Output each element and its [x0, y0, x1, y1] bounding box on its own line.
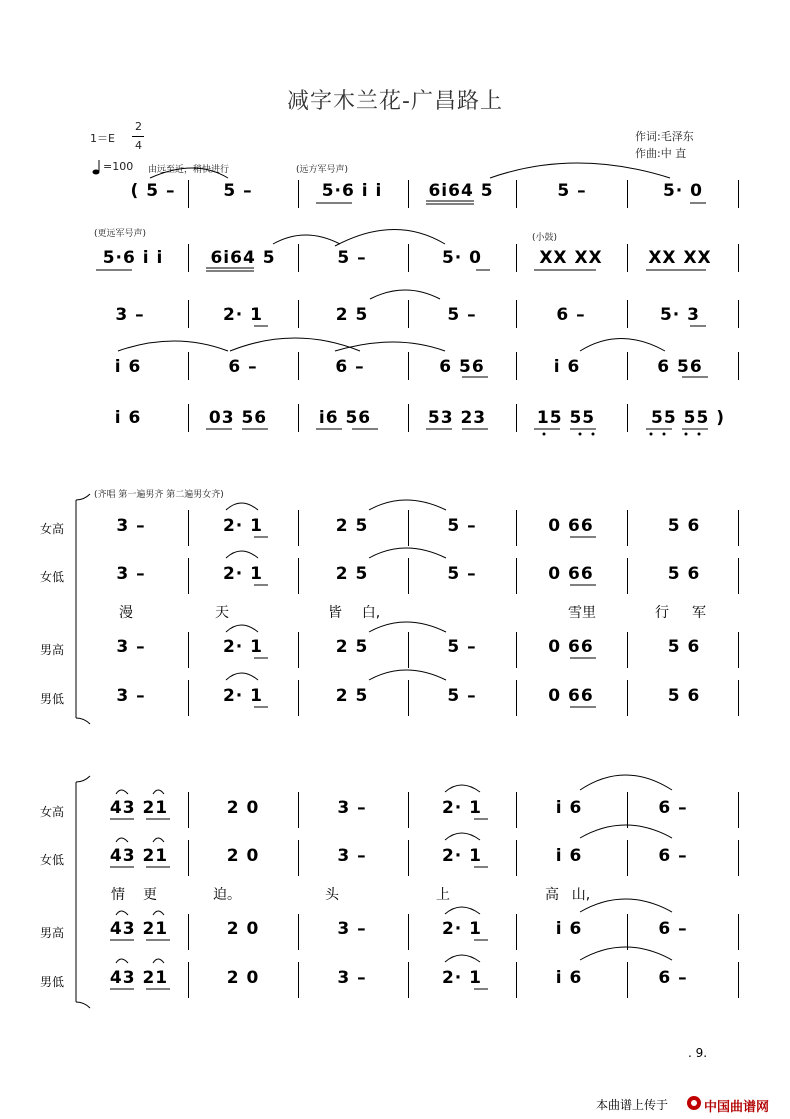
annotation-small-drum: (小鼓) [532, 233, 558, 243]
measure: 5 – [447, 305, 477, 325]
part-label: 男高 [40, 643, 65, 657]
lyric: 高 [545, 887, 559, 903]
measure: 6 – [228, 357, 258, 377]
measure: 5 6 [667, 564, 701, 584]
part-label: 女高 [40, 522, 65, 536]
measure: 2· 1 [441, 968, 483, 988]
lyric: 皆 [328, 605, 342, 621]
measure: 2 5 [335, 564, 369, 584]
lyricist: 作词:毛泽东 [635, 130, 694, 143]
part-label: 男低 [40, 692, 65, 706]
measure: i 6 [114, 357, 142, 377]
measure: 3 – [116, 686, 146, 706]
measure: 5· 0 [441, 248, 483, 268]
measure: 3 – [116, 637, 146, 657]
measure: 2· 1 [222, 637, 264, 657]
measure: 6 – [658, 919, 688, 939]
measure: 6 – [335, 357, 365, 377]
measure: ( 5 – [130, 181, 176, 201]
lyric: 山, [571, 887, 591, 903]
measure: 43 21 [109, 846, 169, 866]
measure: 15 55 [536, 408, 596, 428]
measure: 6i64 5 [428, 181, 494, 201]
measure: 43 21 [109, 968, 169, 988]
measure: 5 6 [667, 637, 701, 657]
measure: 6 – [556, 305, 586, 325]
tempo-instruction: 由远至近，稍快进行 [148, 165, 230, 175]
part-label: 女低 [40, 570, 65, 584]
key-signature: 1＝E [90, 132, 115, 145]
measure: 0 66 [548, 516, 594, 536]
measure: 2 0 [226, 846, 260, 866]
measure: 3 – [337, 919, 367, 939]
measure: 5·6 i i [321, 181, 383, 201]
measure: 2· 1 [441, 846, 483, 866]
lyric: 头 [325, 887, 339, 903]
measure: 6 56 [439, 357, 485, 377]
tempo-marking: =100 [103, 160, 134, 173]
measure: 5· 3 [659, 305, 701, 325]
measure: 6 – [658, 798, 688, 818]
measure: 3 – [337, 798, 367, 818]
measure: 3 – [337, 846, 367, 866]
measure: 5 – [447, 516, 477, 536]
measure: 3 – [116, 516, 146, 536]
time-signature-top: 2 [135, 120, 142, 133]
measure: 2· 1 [222, 305, 264, 325]
measure: 6 – [658, 968, 688, 988]
lyric: 漫 [119, 605, 133, 621]
measure: XX XX [539, 248, 603, 268]
measure: i 6 [553, 357, 581, 377]
page-title: 减字木兰花-广昌路上 [287, 89, 503, 114]
measure: 5 6 [667, 516, 701, 536]
measure: i 6 [555, 919, 583, 939]
lyric: 军 [692, 605, 706, 621]
measure: 2 5 [335, 686, 369, 706]
measure: 5 – [337, 248, 367, 268]
measure: i 6 [555, 846, 583, 866]
measure: 3 – [337, 968, 367, 988]
site-name[interactable]: 中国曲谱网 [704, 1100, 770, 1115]
lyric: 天 [215, 605, 229, 621]
measure: 3 – [115, 305, 145, 325]
composer: 作曲:中 直 [635, 147, 687, 160]
measure: 0 66 [548, 637, 594, 657]
measure: 5 – [447, 637, 477, 657]
measure: 5 – [447, 564, 477, 584]
measure: 43 21 [109, 919, 169, 939]
lyric: 情 [111, 887, 125, 903]
measure: 2· 1 [441, 798, 483, 818]
measure: i 6 [555, 968, 583, 988]
measure: 55 55 ) [651, 408, 725, 428]
measure: 2 5 [335, 637, 369, 657]
page-number: . 9. [688, 1046, 708, 1060]
measure: 2 5 [335, 516, 369, 536]
measure: 5 – [447, 686, 477, 706]
site-logo-icon [686, 1095, 702, 1115]
measure: 53 23 [427, 408, 487, 428]
annotation-chorus: (齐唱 第一遍男齐 第二遍男女齐) [94, 490, 224, 500]
measure: 5 6 [667, 686, 701, 706]
measure: 2 5 [335, 305, 369, 325]
time-signature-bottom: 4 [135, 139, 142, 152]
measure: 2· 1 [222, 516, 264, 536]
lyric: 白, [361, 605, 381, 621]
measure: i 6 [114, 408, 142, 428]
part-label: 男低 [40, 975, 65, 989]
upload-note: 本曲谱上传于 [596, 1098, 669, 1112]
lyric: 上 [436, 887, 450, 903]
measure: 0 66 [548, 686, 594, 706]
measure: 5 – [557, 181, 587, 201]
lyric: 雪里 [568, 605, 596, 621]
measure: 2 0 [226, 968, 260, 988]
measure: 43 21 [109, 798, 169, 818]
measure: 2 0 [226, 798, 260, 818]
lyric: 行 [655, 605, 669, 621]
measure: 2· 1 [441, 919, 483, 939]
part-label: 女高 [40, 805, 65, 819]
measure: 2· 1 [222, 686, 264, 706]
measure: 6 56 [657, 357, 703, 377]
measure: 0 66 [548, 564, 594, 584]
measure: XX XX [648, 248, 712, 268]
measure: 2 0 [226, 919, 260, 939]
measure: 3 – [116, 564, 146, 584]
measure: 5·6 i i [102, 248, 164, 268]
measure: 6i64 5 [210, 248, 276, 268]
measure: i 6 [555, 798, 583, 818]
annotation-far-horn: (远方军号声) [296, 165, 349, 175]
measure: 03 56 [208, 408, 268, 428]
measure: i6 56 [318, 408, 372, 428]
measure: 5 – [223, 181, 253, 201]
measure: 5· 0 [662, 181, 704, 201]
part-label: 男高 [40, 926, 65, 940]
part-label: 女低 [40, 853, 65, 867]
measure: 6 – [658, 846, 688, 866]
lyric: 迫。 [213, 887, 241, 903]
lyric: 更 [143, 887, 157, 903]
annotation-farther-horn: (更远军号声) [94, 229, 147, 239]
measure: 2· 1 [222, 564, 264, 584]
